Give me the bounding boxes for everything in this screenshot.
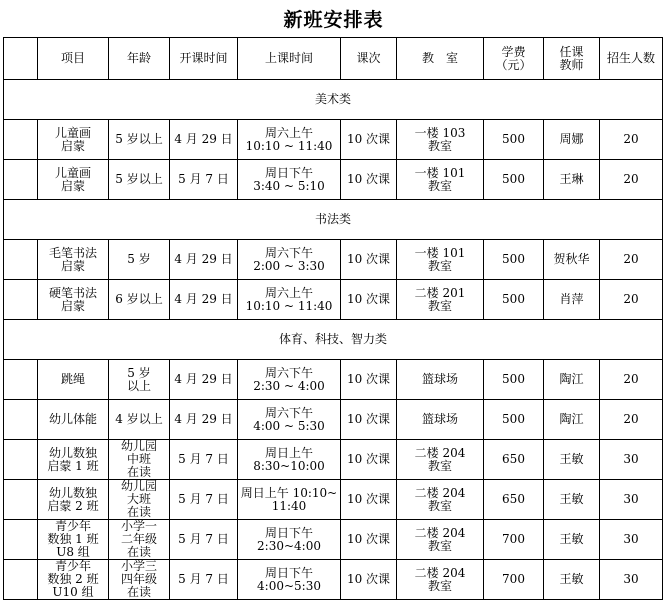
cell-fee: 500 [484,360,544,400]
cell-fee: 500 [484,280,544,320]
table-row [4,440,663,480]
section-title: 体育、科技、智力类 [4,320,663,360]
cell-blank [4,360,38,400]
cell-fee: 650 [484,440,544,480]
cell-age: 5 岁 [109,240,170,280]
cell-start-date: 4 月 29 日 [170,400,238,440]
cell-sessions: 10 次课 [341,400,397,440]
cell-blank [4,520,38,560]
cell-classroom: 一楼 101 教室 [397,160,484,200]
cell-class-time: 周六下午 4:00 ~ 5:30 [238,400,341,440]
cell-class-time: 周日上午 10:10~ 11:40 [238,480,341,520]
cell-sessions: 10 次课 [341,480,397,520]
cell-class-time: 周六上午 10:10 ~ 11:40 [238,120,341,160]
cell-age: 幼儿园 大班 在读 [109,480,170,520]
section-row [4,80,663,120]
cell-blank [4,160,38,200]
table-row [4,280,663,320]
cell-blank [4,240,38,280]
cell-age: 幼儿园 中班 在读 [109,440,170,480]
cell-sessions: 10 次课 [341,280,397,320]
cell-class-time: 周六下午 2:00 ~ 3:30 [238,240,341,280]
cell-project: 幼儿体能 [38,400,109,440]
cell-teacher: 肖萍 [544,280,600,320]
cell-class-time: 周六上午 10:10 ~ 11:40 [238,280,341,320]
header-teacher: 任课 教师 [544,38,600,80]
cell-blank [4,560,38,600]
cell-age: 小学一 二年级 在读 [109,520,170,560]
cell-blank [4,120,38,160]
cell-teacher: 周娜 [544,120,600,160]
cell-blank [4,440,38,480]
cell-start-date: 4 月 29 日 [170,240,238,280]
cell-start-date: 4 月 29 日 [170,360,238,400]
header-blank [4,38,38,80]
table-row [4,120,663,160]
cell-start-date: 5 月 7 日 [170,560,238,600]
cell-classroom: 二楼 204 教室 [397,560,484,600]
cell-fee: 700 [484,520,544,560]
cell-class-time: 周六下午 2:30 ~ 4:00 [238,360,341,400]
cell-project: 儿童画 启蒙 [38,160,109,200]
cell-age: 6 岁以上 [109,280,170,320]
cell-classroom: 二楼 204 教室 [397,440,484,480]
header-class-time: 上课时间 [238,38,341,80]
cell-start-date: 5 月 7 日 [170,160,238,200]
header-classroom: 教 室 [397,38,484,80]
cell-sessions: 10 次课 [341,560,397,600]
table-row [4,400,663,440]
cell-quota: 20 [600,120,663,160]
cell-sessions: 10 次课 [341,160,397,200]
cell-classroom: 一楼 101 教室 [397,240,484,280]
section-row [4,200,663,240]
cell-blank [4,280,38,320]
cell-sessions: 10 次课 [341,440,397,480]
cell-quota: 30 [600,560,663,600]
cell-sessions: 10 次课 [341,520,397,560]
cell-fee: 650 [484,480,544,520]
header-project: 项目 [38,38,109,80]
cell-project: 青少年 数独 2 班 U10 组 [38,560,109,600]
cell-project: 儿童画 启蒙 [38,120,109,160]
page-title: 新班安排表 [283,9,384,31]
cell-fee: 500 [484,240,544,280]
cell-teacher: 王琳 [544,160,600,200]
cell-start-date: 4 月 29 日 [170,120,238,160]
cell-start-date: 5 月 7 日 [170,440,238,480]
schedule-table [3,37,663,600]
cell-classroom: 一楼 103 教室 [397,120,484,160]
cell-quota: 30 [600,480,663,520]
section-title: 美术类 [4,80,663,120]
cell-age: 5 岁以上 [109,160,170,200]
section-title: 书法类 [4,200,663,240]
table-row [4,360,663,400]
cell-class-time: 周日下午 3:40 ~ 5:10 [238,160,341,200]
cell-fee: 500 [484,400,544,440]
cell-start-date: 5 月 7 日 [170,520,238,560]
header-quota: 招生人数 [600,38,663,80]
cell-sessions: 10 次课 [341,360,397,400]
cell-project: 硬笔书法 启蒙 [38,280,109,320]
cell-sessions: 10 次课 [341,240,397,280]
cell-teacher: 王敏 [544,560,600,600]
cell-quota: 20 [600,240,663,280]
cell-class-time: 周日下午 4:00~5:30 [238,560,341,600]
cell-teacher: 贺秋华 [544,240,600,280]
cell-blank [4,480,38,520]
header-sessions: 课次 [341,38,397,80]
header-row [4,38,663,80]
cell-classroom: 二楼 204 教室 [397,520,484,560]
header-fee: 学费 （元） [484,38,544,80]
cell-teacher: 王敏 [544,480,600,520]
cell-project: 毛笔书法 启蒙 [38,240,109,280]
cell-fee: 500 [484,160,544,200]
table-row [4,520,663,560]
cell-quota: 20 [600,280,663,320]
cell-quota: 20 [600,160,663,200]
cell-classroom: 篮球场 [397,360,484,400]
cell-fee: 700 [484,560,544,600]
cell-teacher: 陶江 [544,360,600,400]
table-row [4,560,663,600]
cell-blank [4,400,38,440]
cell-project: 青少年 数独 1 班 U8 组 [38,520,109,560]
cell-classroom: 篮球场 [397,400,484,440]
cell-age: 5 岁以上 [109,120,170,160]
cell-teacher: 王敏 [544,440,600,480]
cell-age: 5 岁 以上 [109,360,170,400]
cell-project: 跳绳 [38,360,109,400]
table-row [4,480,663,520]
cell-classroom: 二楼 201 教室 [397,280,484,320]
cell-quota: 30 [600,440,663,480]
cell-fee: 500 [484,120,544,160]
cell-start-date: 4 月 29 日 [170,280,238,320]
header-age: 年龄 [109,38,170,80]
cell-project: 幼儿数独 启蒙 2 班 [38,480,109,520]
cell-sessions: 10 次课 [341,120,397,160]
cell-quota: 30 [600,520,663,560]
header-start-date: 开课时间 [170,38,238,80]
cell-teacher: 王敏 [544,520,600,560]
cell-age: 小学三 四年级 在读 [109,560,170,600]
cell-teacher: 陶江 [544,400,600,440]
section-row [4,320,663,360]
cell-quota: 20 [600,400,663,440]
cell-class-time: 周日下午 2:30~4:00 [238,520,341,560]
cell-project: 幼儿数独 启蒙 1 班 [38,440,109,480]
cell-class-time: 周日上午 8:30~10:00 [238,440,341,480]
table-row [4,160,663,200]
table-row [4,240,663,280]
cell-age: 4 岁以上 [109,400,170,440]
cell-classroom: 二楼 204 教室 [397,480,484,520]
cell-start-date: 5 月 7 日 [170,480,238,520]
cell-quota: 20 [600,360,663,400]
